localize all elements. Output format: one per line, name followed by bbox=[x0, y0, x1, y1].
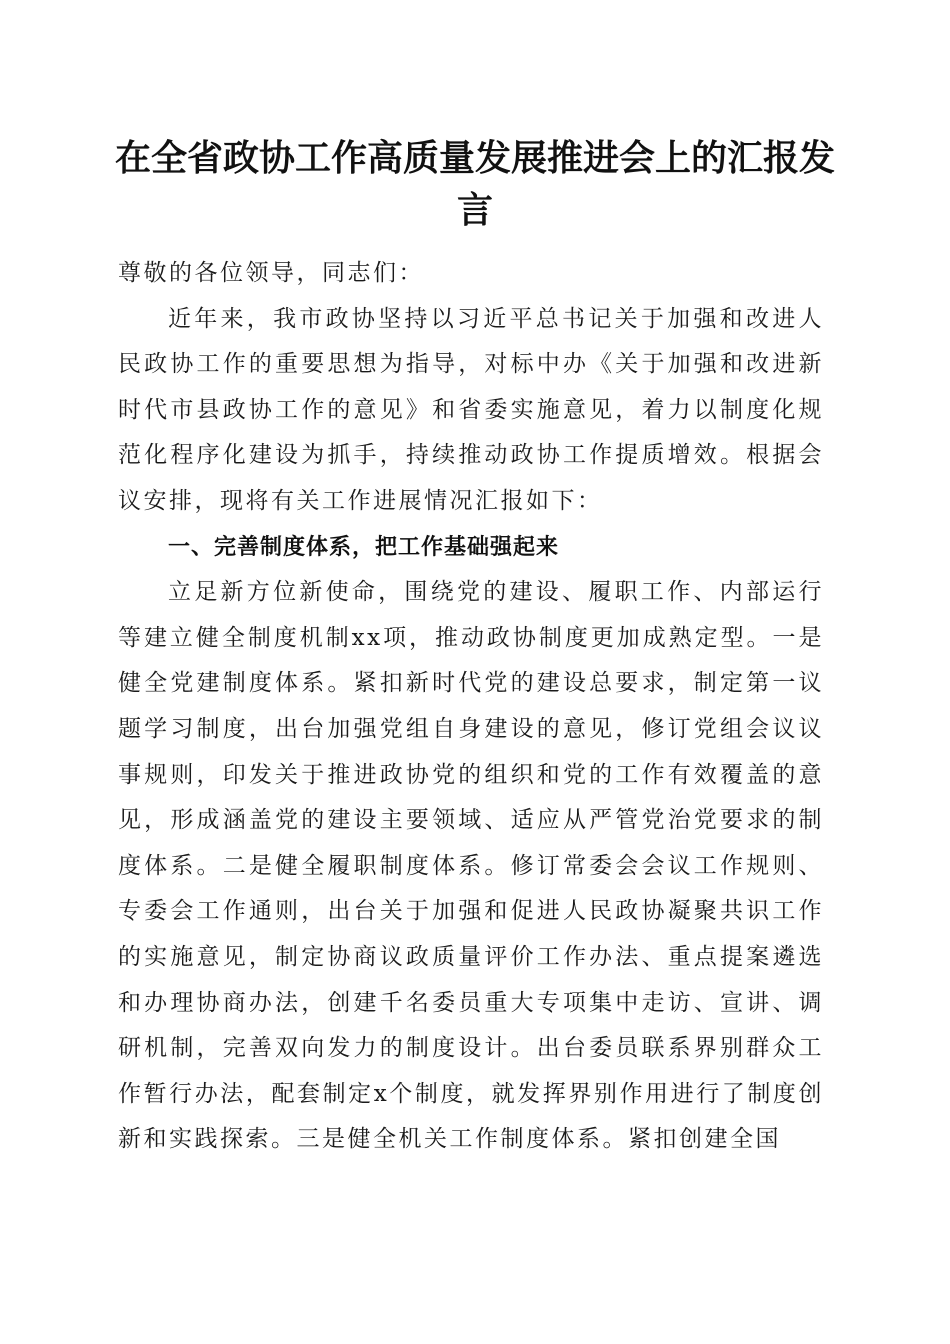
document-body bbox=[118, 251, 824, 1163]
salutation: 尊敬的各位领导，同志们： bbox=[118, 260, 424, 286]
document-title: 在全省政协工作高质量发展推进会上的汇报发言 bbox=[114, 137, 835, 231]
section-paragraph: 立足新方位新使命，围绕党的建设、履职工作、内部运行等建立健全制度机制xx项，推动政协制度更加成熟定型。一是健全党建制度体系。紧扣新时代党的建设总要求，制定第一议题学习制度，出台加强党组自身建设的意见，修订党组会议议事规则，印发关于推进政协党的组织和党的工作有效覆盖的意见，形成涵盖党的建设主要领域、适应从严管党治党要求的制度体系。二是健全履职制度体系。修订常委会会议工作规则、专委会工作通则，出台关于加强和促进人民政协凝聚共识工作的实施意见，制定协商议政质量评价工作办法、重点提案遴选和办理协商办法，创建千名委员重大专项集中走访、宣讲、调研机制，完善双向发力的制度设计。出台委员联系界别群众工作暂行办法，配套制定x个制度，就发挥界别作用进行了制度创新和实践探索。三是健全机关工作制度体系。紧扣创建全国 bbox=[118, 579, 824, 1153]
intro-paragraph: 近年来，我市政协坚持以习近平总书记关于加强和改进人民政协工作的重要思想为指导，对标中办《关于加强和改进新时代市县政协工作的意见》和省委实施意见，着力以制度化规范化程序化建设为抓手，持续推动政协工作提质增效。根据会议安排，现将有关工作进展情况汇报如下： bbox=[118, 305, 824, 514]
section-heading: 一、完善制度体系，把工作基础强起来 bbox=[168, 534, 560, 560]
